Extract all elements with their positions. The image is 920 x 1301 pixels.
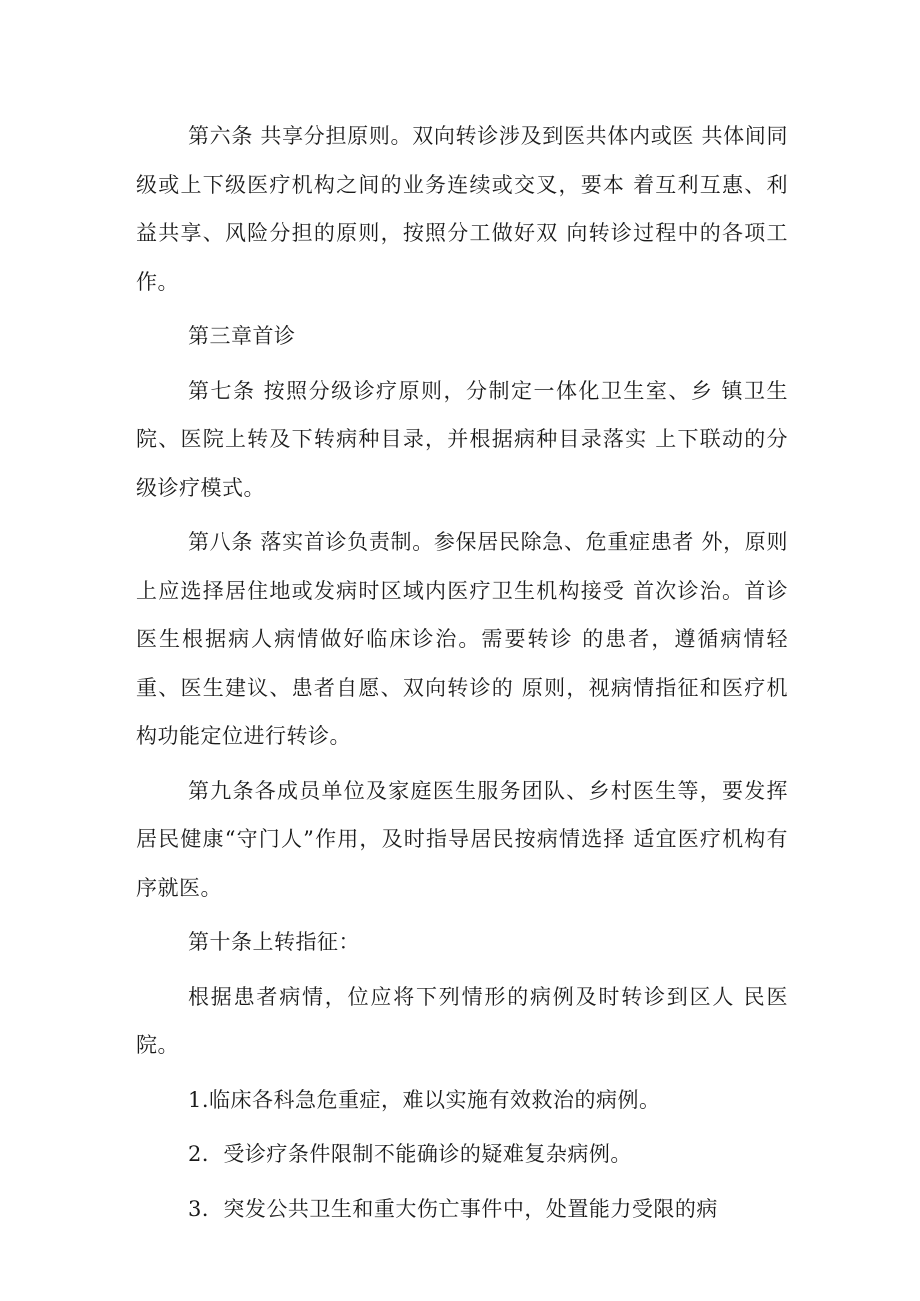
document-page xyxy=(136,112,788,1233)
article-10-heading: 第十条上转指征： xyxy=(188,930,360,954)
list-item-1: 1.临床各科急危重症，难以实施有效救治的病例。 xyxy=(188,1087,661,1112)
article-9-paragraph: 第九条各成员单位及家庭医生服务团队、乡村医生等，要发挥居民健康“守门人”作用，及时指导居民按病情选择 适宜医疗机构有序就医。 xyxy=(136,778,788,900)
article-6-paragraph: 第六条 共享分担原则。双向转诊涉及到医共体内或医 共体间同级或上下级医疗机构之间的业务连续或交叉，要本 着互利互惠、利益共享、风险分担的原则，按照分工做好双 向转诊过程中的各项工作。 xyxy=(136,124,788,294)
list-item-3: 3．突发公共卫生和重大伤亡事件中，处置能力受限的病 xyxy=(188,1196,718,1221)
article-7-paragraph: 第七条 按照分级诊疗原则，分制定一体化卫生室、乡 镇卫生院、医院上转及下转病种目录，并根据病种目录落实 上下联动的分级诊疗模式。 xyxy=(136,378,788,500)
article-8-paragraph: 第八条 落实首诊负责制。参保居民除急、危重症患者 外，原则上应选择居住地或发病时区域内医疗卫生机构接受 首次诊治。首诊医生根据病人病情做好临床诊治。需要转诊 的患者，遵循病情轻重、医生建议、患者自愿、双向转诊的 原则，视病情指征和医疗机构功能定位进行转诊。 xyxy=(136,530,788,748)
article-10-intro-paragraph: 根据患者病情，位应将下列情形的病例及时转诊到区人 民医院。 xyxy=(136,984,788,1057)
list-item-2: 2．受诊疗条件限制不能确诊的疑难复杂病例。 xyxy=(188,1142,632,1166)
chapter-3-heading: 第三章首诊 xyxy=(188,324,296,348)
